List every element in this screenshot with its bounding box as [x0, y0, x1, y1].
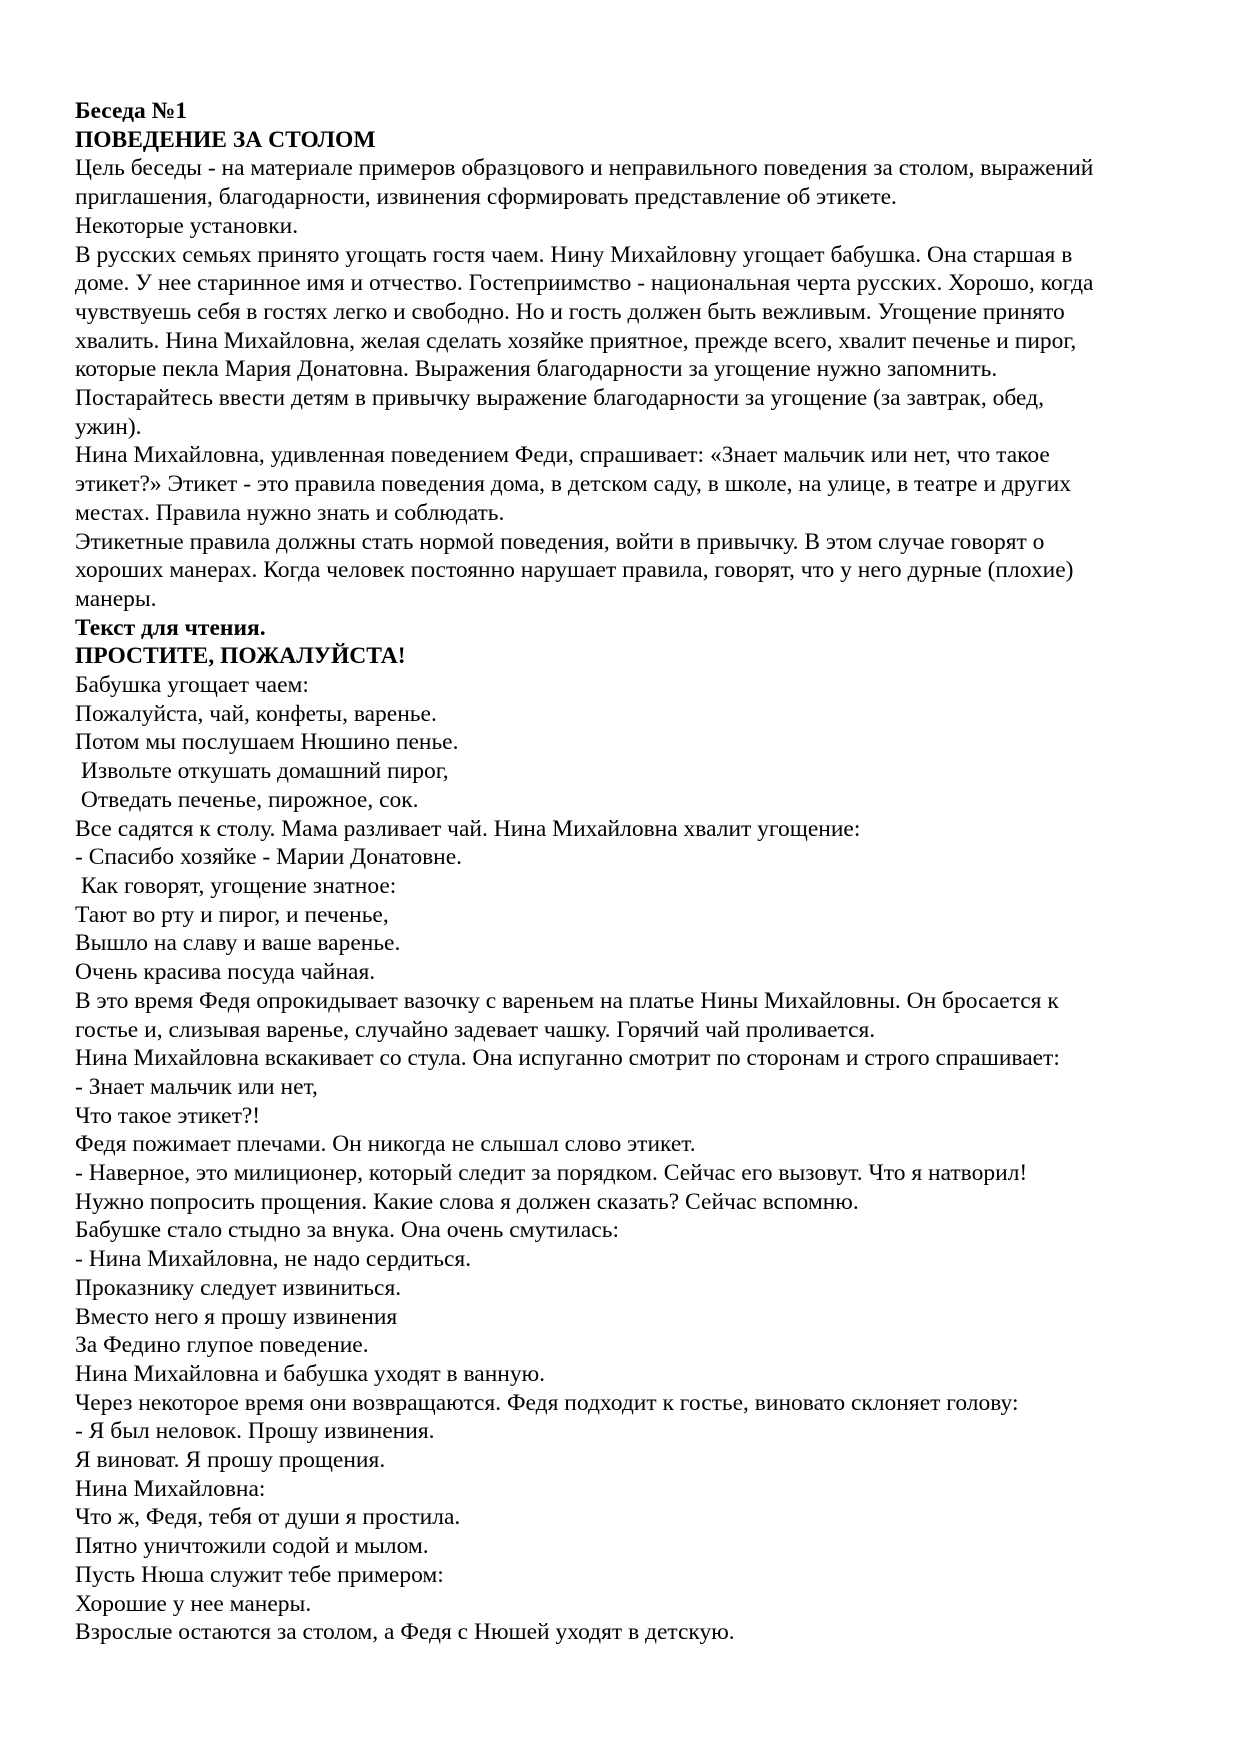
text-line: - Знает мальчик или нет,: [75, 1073, 318, 1100]
text-line: Федя пожимает плечами. Он никогда не слышал слово этикет.: [75, 1131, 696, 1158]
text-line: - Нина Михайловна, не надо сердиться.: [75, 1246, 472, 1273]
text-line: доме. У нее старинное имя и отчество. Гостеприимство - национальная черта русских. Хорошо, когда: [75, 270, 1094, 297]
text-line: Извольте откушать домашний пирог,: [75, 758, 449, 785]
text-line: Взрослые остаются за столом, а Федя с Нюшей уходят в детскую.: [75, 1619, 735, 1646]
conversation-heading: Беседа №1: [75, 98, 187, 124]
text-line: В русских семьях принято угощать гостя чаем. Нину Михайловну угощает бабушка. Она старшая в: [75, 241, 1073, 268]
text-line: манеры.: [75, 585, 157, 612]
text-line: - Спасибо хозяйке - Марии Донатовне.: [75, 844, 463, 871]
text-line: Вышло на славу и ваше варенье.: [75, 930, 401, 957]
text-line: Отведать печенье, пирожное, сок.: [75, 786, 419, 813]
text-line: чувствуешь себя в гостях легко и свободно. Но и гость должен быть вежливым. Угощение принято: [75, 298, 1065, 325]
text-line: хороших манерах. Когда человек постоянно нарушает правила, говорят, что у него дурные (плохие): [75, 557, 1074, 584]
text-line: Нина Михайловна вскакивает со стула. Она испуганно смотрит по сторонам и строго спрашивает:: [75, 1045, 1060, 1072]
text-line: Нина Михайловна и бабушка уходят в ванную.: [75, 1360, 546, 1387]
text-line: Бабушка угощает чаем:: [75, 672, 309, 699]
text-line: Цель беседы - на материале примеров образцового и неправильного поведения за столом, выражений: [75, 155, 1094, 182]
text-line: гостье и, слизывая варенье, случайно задевает чашку. Горячий чай проливается.: [75, 1016, 876, 1043]
text-line: Проказнику следует извиниться.: [75, 1274, 402, 1301]
text-line: - Я был неловок. Прошу извинения.: [75, 1418, 435, 1445]
text-line: хвалить. Нина Михайловна, желая сделать хозяйке приятное, прежде всего, хвалит печенье и пирог,: [75, 327, 1077, 354]
intro-section: [75, 154, 1175, 613]
text-line: Этикетные правила должны стать нормой поведения, войти в привычку. В этом случае говорят о: [75, 528, 1045, 555]
text-line: Пожалуйста, чай, конфеты, варенье.: [75, 700, 437, 727]
text-line: Все садятся к столу. Мама разливает чай. Нина Михайловна хвалит угощение:: [75, 815, 861, 842]
text-line: Бабушке стало стыдно за внука. Она очень смутилась:: [75, 1217, 619, 1244]
text-line: Нужно попросить прощения. Какие слова я должен сказать? Сейчас вспомню.: [75, 1188, 859, 1215]
text-line: этикет?» Этикет - это правила поведения дома, в детском саду, в школе, на улице, в театре и других: [75, 471, 1072, 498]
text-line: Я виноват. Я прошу прощения.: [75, 1447, 386, 1474]
text-line: Потом мы послушаем Нюшино пенье.: [75, 729, 459, 756]
text-line: Нина Михайловна:: [75, 1475, 266, 1502]
text-line: Пусть Нюша служит тебе примером:: [75, 1561, 444, 1588]
text-line: приглашения, благодарности, извинения сформировать представление об этикете.: [75, 184, 897, 211]
text-line: Что ж, Федя, тебя от души я простила.: [75, 1504, 461, 1531]
text-line: В это время Федя опрокидывает вазочку с вареньем на платье Нины Михайловны. Он бросается к: [75, 987, 1059, 1014]
text-line: Постарайтесь ввести детям в привычку выражение благодарности за угощение (за завтрак, обед,: [75, 385, 1044, 412]
text-line: Хорошие у нее манеры.: [75, 1590, 312, 1617]
text-line: ужин).: [75, 413, 142, 440]
text-line: Нина Михайловна, удивленная поведением Феди, спрашивает: «Знает мальчик или нет, что такое: [75, 442, 1050, 469]
text-line: Некоторые установки.: [75, 212, 299, 239]
text-line: которые пекла Мария Донатовна. Выражения благодарности за угощение нужно запомнить.: [75, 356, 998, 383]
reading-title: ПРОСТИТЕ, ПОЖАЛУЙСТА!: [75, 643, 406, 670]
text-line: За Федино глупое поведение.: [75, 1332, 369, 1359]
text-line: Что такое этикет?!: [75, 1102, 261, 1129]
document-page: [75, 97, 1175, 1647]
text-line: - Наверное, это милиционер, который следит за порядком. Сейчас его вызовут. Что я натворил!: [75, 1160, 1028, 1187]
text-line: Очень красива посуда чайная.: [75, 959, 376, 986]
conversation-title: ПОВЕДЕНИЕ ЗА СТОЛОМ: [75, 126, 376, 153]
text-line: Тают во рту и пирог, и печенье,: [75, 901, 389, 928]
text-line: Вместо него я прошу извинения: [75, 1303, 398, 1330]
reading-heading: Текст для чтения.: [75, 614, 266, 641]
text-line: местах. Правила нужно знать и соблюдать.: [75, 499, 505, 526]
text-line: Пятно уничтожили содой и мылом.: [75, 1533, 429, 1560]
story-section: [75, 671, 1175, 1647]
text-line: Как говорят, угощение знатное:: [75, 872, 397, 899]
text-line: Через некоторое время они возвращаются. Федя подходит к гостье, виновато склоняет голову:: [75, 1389, 1019, 1416]
